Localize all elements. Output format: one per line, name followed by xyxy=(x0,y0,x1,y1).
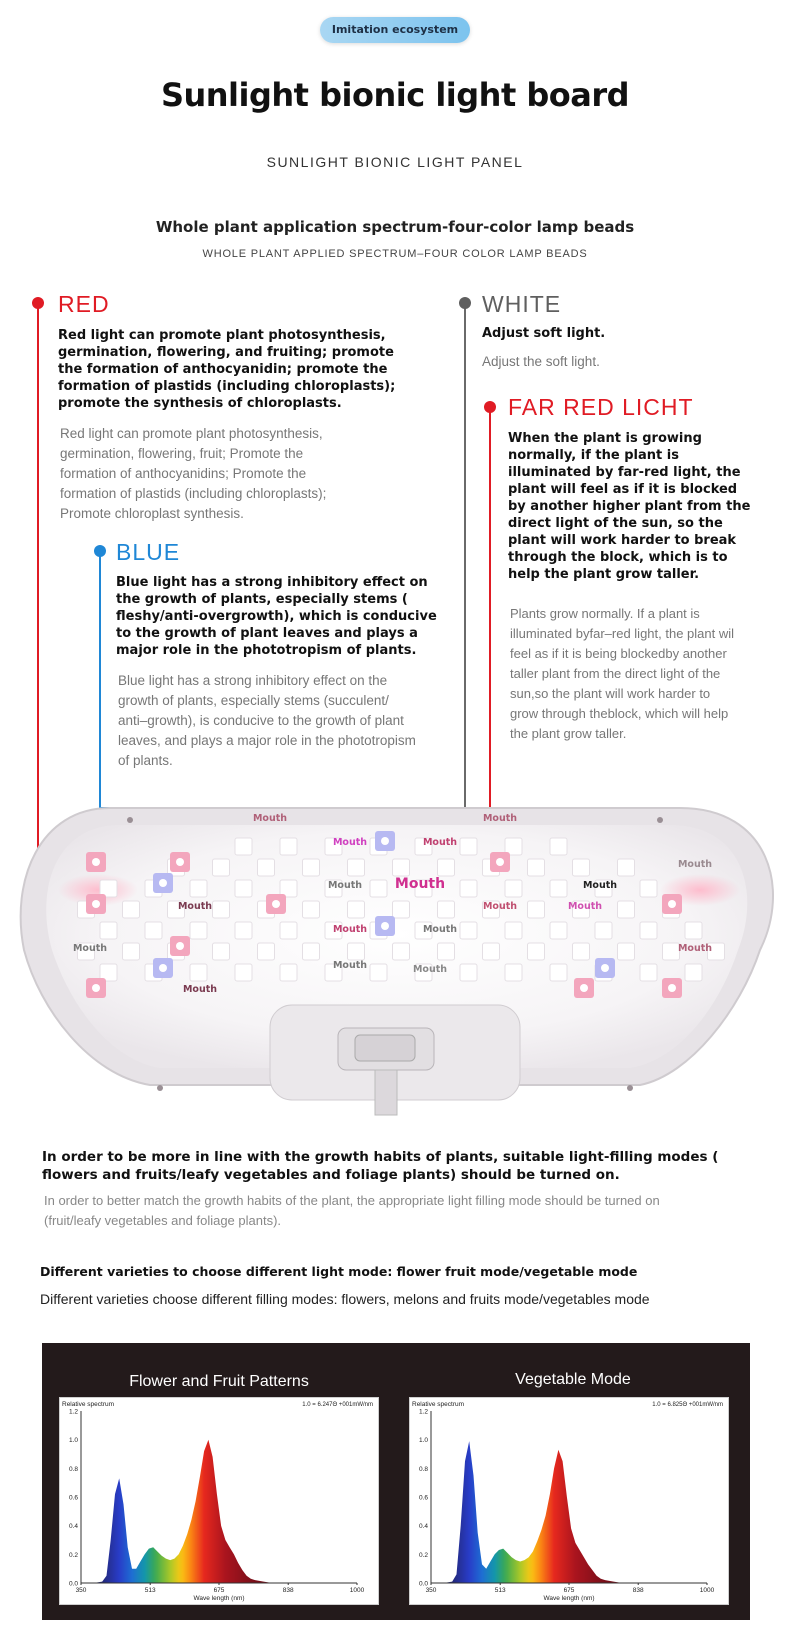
varieties-subtitle: Different varieties choose different filling modes: flowers, melons and fruits mode/vegetables mode xyxy=(40,1291,650,1307)
led-white xyxy=(640,880,657,897)
led-white xyxy=(483,943,500,960)
white-light-text: Adjust the soft light. xyxy=(482,354,600,369)
far-red-light-text: Plants grow normally. If a plant is illuminated byfar–red light, the plant wil feel as if it is being blockedby another taller plant from the direct light of the sun,so the plant will work harder to grow through theblock, which will help the plant grow taller. xyxy=(510,606,735,741)
far-red-dot-icon xyxy=(484,401,496,413)
led-white xyxy=(190,880,207,897)
led-white xyxy=(235,838,252,855)
lamp-watermark-2: Mouth xyxy=(422,837,458,848)
led-white xyxy=(438,943,455,960)
y-tick-label: 0.6 xyxy=(68,1494,78,1502)
led-red-core xyxy=(92,900,100,908)
x-tick-label: 513 xyxy=(494,1587,506,1594)
led-blue-core xyxy=(381,837,389,845)
blue-light-text: Blue light has a strong inhibitory effect on the growth of plants, especially stems (succulent/ anti–growth), is conducive to the growth of plant leaves, and plays a major role in the phototropism of plants. xyxy=(118,673,416,768)
led-white xyxy=(550,922,567,939)
led-white xyxy=(235,922,252,939)
led-white xyxy=(640,964,657,981)
y-axis-label: Relative spectrum xyxy=(412,1401,465,1408)
led-white xyxy=(460,880,477,897)
chart-note: 1.0 = 6.825Θ +001mW/nm xyxy=(652,1402,723,1408)
led-white xyxy=(685,922,702,939)
led-white xyxy=(303,859,320,876)
led-white xyxy=(123,901,140,918)
y-tick-label: 1.2 xyxy=(418,1408,428,1416)
y-tick-label: 0.4 xyxy=(68,1523,78,1531)
led-white xyxy=(190,922,207,939)
y-tick-label: 1.0 xyxy=(418,1437,428,1445)
lamp-watermark-8: Mouth xyxy=(177,901,213,912)
x-tick-label: 838 xyxy=(632,1587,644,1594)
x-tick-label: 1000 xyxy=(349,1587,365,1594)
led-white xyxy=(213,901,230,918)
led-white xyxy=(213,859,230,876)
lamp-watermark-13: Mouth xyxy=(72,943,108,954)
y-axis-label: Relative spectrum xyxy=(62,1401,115,1408)
led-white xyxy=(618,901,635,918)
lamp-watermark-6: Mouth xyxy=(394,876,446,892)
led-white xyxy=(550,838,567,855)
led-white xyxy=(258,859,275,876)
y-tick-label: 0.6 xyxy=(418,1494,428,1502)
section-subtitle: WHOLE PLANT APPLIED SPECTRUM–FOUR COLOR LAMP BEADS xyxy=(202,248,588,260)
led-white xyxy=(505,922,522,939)
x-tick-label: 350 xyxy=(425,1587,437,1594)
led-white xyxy=(550,964,567,981)
chart-1-title: Flower and Fruit Patterns xyxy=(129,1373,309,1390)
led-white xyxy=(460,838,477,855)
led-white xyxy=(505,964,522,981)
white-bold-text: Adjust soft light. xyxy=(482,326,606,341)
led-red-core xyxy=(176,942,184,950)
led-blue-core xyxy=(381,922,389,930)
red-bold-text: Red light can promote plant photosynthesis, germination, flowering, and fruiting; promote the formation of anthocyanidin; promote the formation of plastids (including chloroplasts); promote the synthesis of chloroplasts. xyxy=(58,328,396,411)
led-white xyxy=(460,922,477,939)
blue-dot-icon xyxy=(94,545,106,557)
x-tick-label: 675 xyxy=(213,1587,225,1594)
y-tick-label: 0.2 xyxy=(418,1551,428,1559)
led-white xyxy=(685,964,702,981)
led-white xyxy=(280,838,297,855)
chart-2-spectrum xyxy=(409,1397,729,1605)
led-white xyxy=(303,943,320,960)
y-tick-label: 0.4 xyxy=(418,1523,428,1531)
blue-bold-text: Blue light has a strong inhibitory effect on the growth of plants, especially stems ( fleshy/anti-overgrowth), which is conducive to the growth of plant leaves and plays a major role in the phototropism of plants. xyxy=(116,575,437,658)
led-blue-core xyxy=(159,879,167,887)
led-white xyxy=(438,901,455,918)
lamp-watermark-5: Mouth xyxy=(327,880,363,891)
lamp-watermark-16: Mouth xyxy=(412,964,448,975)
led-white xyxy=(460,964,477,981)
lamp-watermark-11: Mouth xyxy=(332,924,368,935)
led-white xyxy=(528,901,545,918)
x-tick-label: 350 xyxy=(75,1587,87,1594)
led-white xyxy=(573,859,590,876)
led-red-core xyxy=(580,984,588,992)
led-red-core xyxy=(176,858,184,866)
led-white xyxy=(190,964,207,981)
led-white xyxy=(280,922,297,939)
led-white xyxy=(618,859,635,876)
blue-label: BLUE xyxy=(116,539,181,565)
y-tick-label: 1.0 xyxy=(68,1437,78,1445)
led-red-core xyxy=(668,984,676,992)
led-white xyxy=(145,922,162,939)
x-axis-label: Wave length (nm) xyxy=(543,1595,595,1602)
x-tick-label: 838 xyxy=(282,1587,294,1594)
lamp-watermark-10: Mouth xyxy=(567,901,603,912)
lamp-watermark-0: Mouth xyxy=(252,813,288,824)
led-white xyxy=(528,943,545,960)
header-badge: Imitation ecosystem xyxy=(320,17,470,43)
led-white xyxy=(348,859,365,876)
lamp-watermark-15: Mouth xyxy=(332,960,368,971)
x-tick-label: 675 xyxy=(563,1587,575,1594)
red-light-text: Red light can promote plant photosynthesis, germination, flowering, fruit; Promote the formation of anthocyanidins; Promote the formation of plastids (including chloroplasts); Promote chloroplast synthesis. xyxy=(60,426,327,521)
led-white xyxy=(393,943,410,960)
lamp-watermark-9: Mouth xyxy=(482,901,518,912)
white-dot-icon xyxy=(459,297,471,309)
led-red-core xyxy=(668,900,676,908)
section-title: Whole plant application spectrum-four-color lamp beads xyxy=(155,218,635,236)
lamp-stand xyxy=(375,1070,397,1115)
far-red-label: FAR RED LICHT xyxy=(508,394,694,420)
lamp-watermark-14: Mouth xyxy=(677,943,713,954)
led-white xyxy=(235,880,252,897)
y-tick-label: 0.2 xyxy=(68,1551,78,1559)
lamp-watermark-3: Mouth xyxy=(482,813,518,824)
led-white xyxy=(348,943,365,960)
red-dot-icon xyxy=(32,297,44,309)
modes-title: In order to be more in line with the growth habits of plants, suitable light-filling modes ( flowers and fruits/leafy vegetables and foliage plants) should be turned on. xyxy=(42,1149,719,1183)
lamp-watermark-1: Mouth xyxy=(332,837,368,848)
led-white xyxy=(528,859,545,876)
y-tick-label: 0.0 xyxy=(418,1580,428,1588)
led-red-core xyxy=(92,984,100,992)
led-white xyxy=(438,859,455,876)
far-red-bold-text: When the plant is growing normally, if the plant is illuminated by far-red light, the plant will feel as if it is blocked by another higher plant from the direct light of the sun, so the plant will work harder to break through the block, which is to help the plant grow taller. xyxy=(508,431,751,582)
led-white xyxy=(348,901,365,918)
led-red-core xyxy=(496,858,504,866)
led-white xyxy=(595,922,612,939)
red-label: RED xyxy=(58,291,110,317)
led-white xyxy=(550,880,567,897)
led-white xyxy=(303,901,320,918)
varieties-title: Different varieties to choose different light mode: flower fruit mode/vegetable mode xyxy=(40,1264,638,1279)
chart-2-title: Vegetable Mode xyxy=(515,1371,631,1388)
led-red-core xyxy=(272,900,280,908)
led-blue-core xyxy=(601,964,609,972)
y-tick-label: 0.0 xyxy=(68,1580,78,1588)
y-tick-label: 1.2 xyxy=(68,1408,78,1416)
led-white xyxy=(258,943,275,960)
led-red-core xyxy=(92,858,100,866)
lamp-watermark-4: Mouth xyxy=(677,859,713,870)
lamp-watermark-12: Mouth xyxy=(422,924,458,935)
led-white xyxy=(573,943,590,960)
led-white xyxy=(100,922,117,939)
page-subtitle: SUNLIGHT BIONIC LIGHT PANEL xyxy=(266,154,524,170)
modes-subtitle: In order to better match the growth habits of the plant, the appropriate light filling mode should be turned on (fruit/leafy vegetables and foliage plants). xyxy=(44,1193,660,1228)
led-white xyxy=(213,943,230,960)
lamp-watermark-17: Mouth xyxy=(182,984,218,995)
led-white xyxy=(393,901,410,918)
led-white xyxy=(280,964,297,981)
led-white xyxy=(663,943,680,960)
led-white xyxy=(370,964,387,981)
led-white xyxy=(505,880,522,897)
spectrum-charts-panel xyxy=(42,1343,750,1620)
chart-note: 1.0 = 6.247Θ +001mW/nm xyxy=(302,1402,373,1408)
led-blue-core xyxy=(159,964,167,972)
y-tick-label: 0.8 xyxy=(418,1465,428,1473)
led-white xyxy=(123,943,140,960)
led-white xyxy=(618,943,635,960)
lamp-board-illustration xyxy=(0,780,790,1120)
chart-1-spectrum xyxy=(59,1397,379,1605)
white-label: WHITE xyxy=(482,291,562,317)
x-tick-label: 513 xyxy=(144,1587,156,1594)
y-tick-label: 0.8 xyxy=(68,1465,78,1473)
led-white xyxy=(370,880,387,897)
led-white xyxy=(393,859,410,876)
led-white xyxy=(640,922,657,939)
page-title: Sunlight bionic light board xyxy=(160,76,630,114)
x-axis-label: Wave length (nm) xyxy=(193,1595,245,1602)
lamp-watermark-7: Mouth xyxy=(582,880,618,891)
x-tick-label: 1000 xyxy=(699,1587,715,1594)
led-white xyxy=(235,964,252,981)
